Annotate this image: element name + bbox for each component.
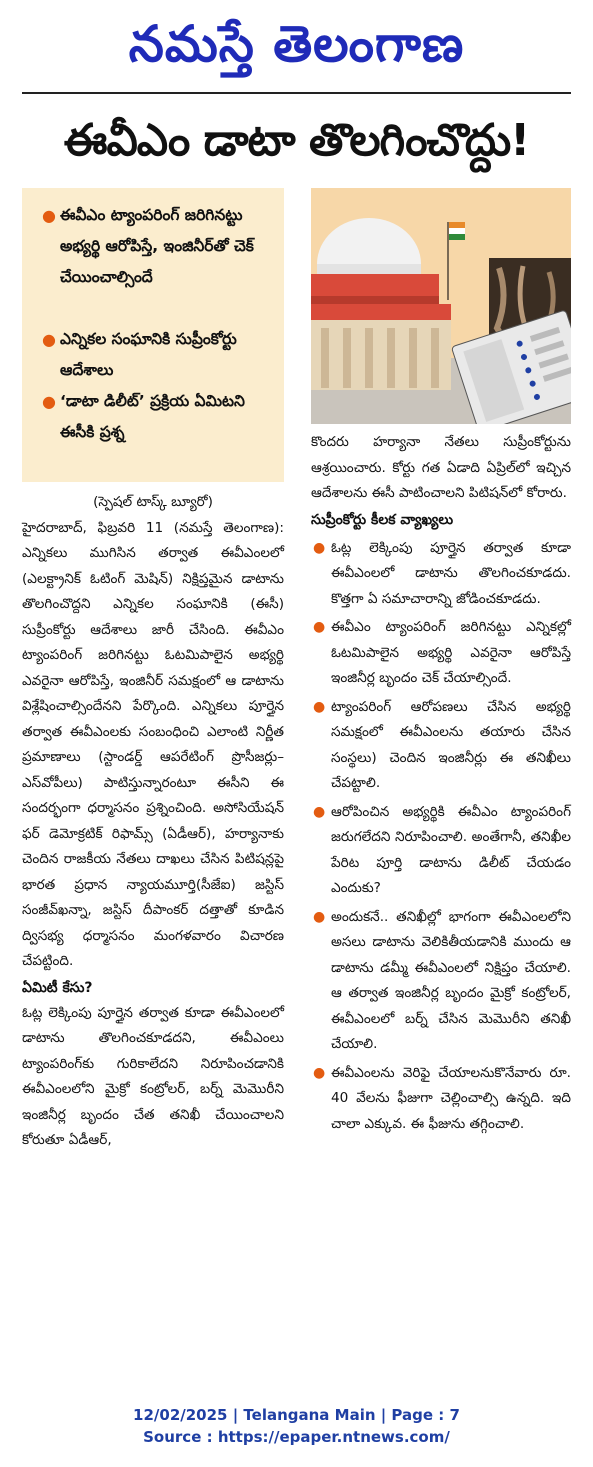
key-point	[311, 536, 571, 613]
bullet-icon: ●	[42, 206, 56, 225]
bullet-icon: ●	[313, 539, 326, 556]
highlight-item	[42, 200, 272, 324]
bullet-icon: ●	[42, 330, 56, 349]
bullet-icon: ●	[313, 1064, 326, 1081]
key-point	[311, 695, 571, 797]
byline: (స్పెషల్ టాస్క్ బ్యూరో)	[93, 494, 213, 510]
case-paragraph: ఓట్ల లెక్కింపు పూర్తైన తర్వాత కూడా ఈవీఎంలలో డాటాను తొలగించకూడదని, ఈవీఎంలు ట్యాంపరింగ్‌కు గురికాలేదని నిరూపించడానికి ఈవీఎంలలోని మైక్రో కంట్రోలర్, బర్న్ మెమొరీని ఇంజినీర్ల బృందం చేత తనిఖీ చేయించాలని కోరుతూ ఏడీఆర్,	[22, 1004, 284, 1148]
newspaper-masthead: నమస్తే తెలంగాణ	[128, 14, 465, 73]
highlight-text: ఈవీఎం ట్యాంపరింగ్ జరిగినట్టు అభ్యర్థి ఆరోపిస్తే, ఇంజినీర్‌తో చెక్ చేయించాల్సిందే	[60, 206, 254, 286]
key-point-text: ట్యాంపరింగ్ ఆరోపణలు చేసిన అభ్యర్థి సమక్షంలో ఈవీఎంలను తయారు చేసిన సంస్థలు) చెందిన ఇంజినీర్లు ఈ తనిఖీలు చేపట్టాలి.	[331, 698, 571, 791]
right-column	[311, 430, 571, 1137]
bullet-icon: ●	[313, 908, 326, 925]
key-point-text: అందుకనే.. తనిఖీల్లో భాగంగా ఈవీఎంలలోని అసలు డాటాను వెలికితీయడానికి ముందు ఆ డాటాను డమ్మీ ఈవీఎంలలో నిక్షిప్తం చేయాలి. ఆ తర్వాత ఇంజినీర్ల బృందం మైక్రో కంట్రోలర్, ఈవీఎంలలో బర్న్ చేసిన మెమొరీని తనిఖీ చేయాలి.	[331, 908, 571, 1052]
supreme-court-photo	[311, 188, 571, 424]
section-subhead: ఏమిటీ కేసు?	[22, 979, 93, 996]
key-point-text: ఆరోపించిన అభ్యర్థికి ఈవీఎం ట్యాంపరింగ్ జరుగలేదని నిరూపించాలి. అంతేగానీ, తనిఖీల పేరిట పూర్తి డాటాను డిలీట్ చేయడం ఎందుకు?	[331, 803, 571, 896]
edition-info: 12/02/2025 | Telangana Main | Page : 7	[133, 1406, 460, 1424]
key-point	[311, 905, 571, 1058]
key-point	[311, 615, 571, 692]
left-column	[22, 490, 284, 1154]
highlight-text: ‘డాటా డిలీట్’ ప్రక్రియ ఏమిటని ఈసీకి ప్రశ్న	[60, 392, 245, 441]
key-point	[311, 1061, 571, 1138]
article-headline: ఈవీఎం డాటా తొలగించొద్దు!	[63, 115, 530, 166]
key-point	[311, 800, 571, 902]
masthead-divider	[22, 92, 571, 94]
source-link[interactable]: Source : https://epaper.ntnews.com/	[143, 1428, 450, 1446]
section-subhead: సుప్రీంకోర్టు కీలక వ్యాఖ్యలు	[311, 511, 454, 528]
continuation-paragraph: కొందరు హర్యానా నేతలు సుప్రీంకోర్టును ఆశ్రయించారు. కోర్టు గత ఏడాది ఏప్రిల్‌లో ఇచ్చిన ఆదేశాలను ఈసీ పాటించాలని పిటిషన్‌లో కోరారు.	[311, 434, 571, 501]
highlight-item	[42, 324, 272, 386]
highlight-text: ఎన్నికల సంఘానికి సుప్రీంకోర్టు ఆదేశాలు	[60, 330, 237, 379]
article-intro: హైదరాబాద్, ఫిబ్రవరి 11 (నమస్తే తెలంగాణ): ఎన్నికలు ముగిసిన తర్వాత ఈవీఎంలలో (ఎలక్ట్రానిక్ ఓటింగ్ మెషిన్) నిక్షిప్తమైన డాటాను తొలగించొద్దని ఎన్నికల సంఘానికి (ఈసీ) సుప్రీంకోర్టు ఆదేశాలు జారీ చేసింది. ఈవీఎం ట్యాంపరింగ్ జరిగినట్టు ఓటమిపాలైన అభ్యర్థి ఎవరైనా ఆరోపిస్తే, ఇంజినీర్ సమక్షంలో ఆ డాటాను విశ్లేషించాల్సిందేనని పేర్కొంది. ఎన్నికలు పూర్తైన తర్వాత ఈవీఎంలకు సంబంధించి ఎలాంటి నిర్ణీత ప్రమాణాలు (స్టాండర్డ్ ఆపరేటింగ్ ప్రొసీజర్లు–ఎస్‌వోపీలు) పాటిస్తున్నారంటూ ఈసీని ఈ సందర్భంగా ధర్మాసనం ప్రశ్నించింది. అసోసియేషన్ ఫర్ డెమోక్రటిక్ రిఫామ్స్ (ఏడీఆర్), హర్యానాకు చెందిన రాజకీయ నేతలు దాఖలు చేసిన పిటిషన్లపై భారత ప్రధాన న్యాయమూర్తి(సీజేఐ) జస్టిస్ సంజీవ్‌ఖన్నా, జస్టిస్ దీపాంకర్ దత్తాతో కూడిన ద్విసభ్య ధర్మాసనం మంగళవారం విచారణ చేపట్టింది.	[22, 519, 284, 969]
bullet-icon: ●	[313, 698, 326, 715]
bullet-icon: ●	[313, 803, 326, 820]
highlight-item	[42, 386, 272, 448]
key-point-text: ఓట్ల లెక్కింపు పూర్తైన తర్వాత కూడా ఈవీఎంలలో డాటాను తొలగించకూడదు. కొత్తగా ఏ సమాచారాన్ని జోడించకూడదు.	[331, 539, 571, 607]
bullet-icon: ●	[42, 392, 56, 411]
bullet-icon: ●	[313, 619, 326, 635]
key-point-text: ఈవీఎం ట్యాంపరింగ్ జరిగినట్టు ఎన్నికల్లో ఓటమిపాలైన అభ్యర్థి ఎవరైనా ఆరోపిస్తే ఇంజినీర్ల బృందం చెక్ చేయాల్సిందే.	[331, 619, 571, 686]
key-point-text: ఈవీఎంలను వెరిఫై చేయాలనుకొనేవారు రూ. 40 వేలను ఫీజుగా చెల్లించాల్సి ఉన్నది. ఇది చాలా ఎక్కువ. ఈ ఫీజును తగ్గించాలి.	[331, 1064, 571, 1132]
highlights-box	[22, 188, 284, 482]
supreme-court-dome-icon	[311, 188, 571, 424]
